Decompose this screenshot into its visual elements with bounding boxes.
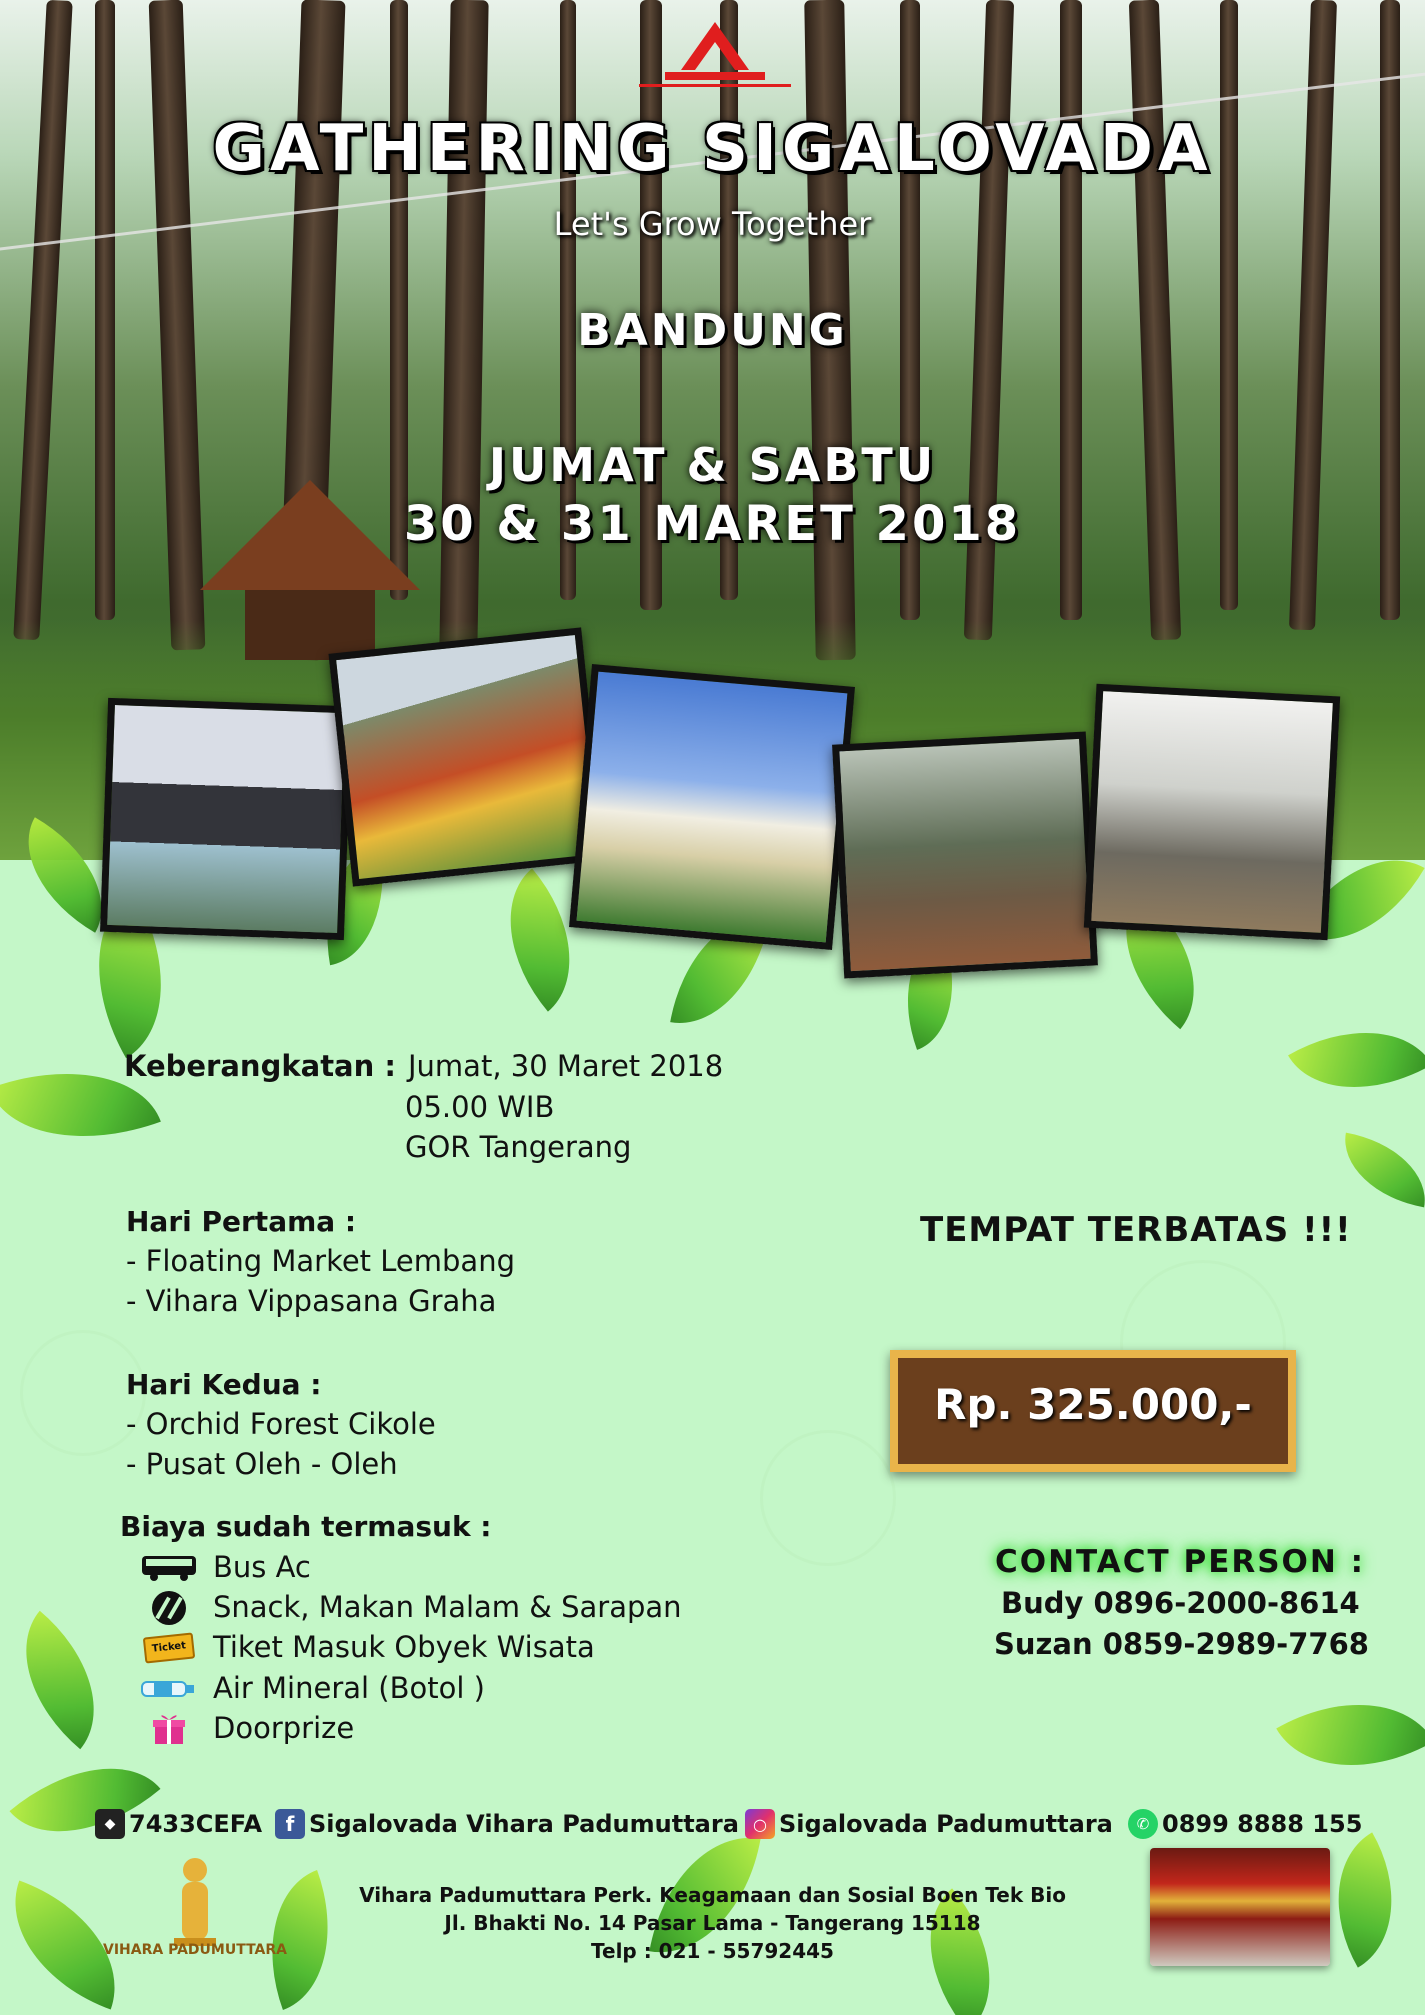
day2-item: - Orchid Forest Cikole [126,1407,436,1441]
include-label: Tiket Masuk Obyek Wisata [213,1630,595,1664]
vihara-logo-text: VIHARA PADUMUTTARA [103,1942,287,1958]
day1-item: - Floating Market Lembang [126,1244,515,1278]
departure-location: GOR Tangerang [405,1130,632,1164]
temple-photo [1150,1848,1330,1966]
bbm-pin: 7433CEFA [129,1810,263,1838]
social-facebook [275,1806,739,1842]
day2-item: - Pusat Oleh - Oleh [126,1447,398,1481]
facebook-name: Sigalovada Vihara Padumuttara [309,1810,739,1838]
fork-knife-icon [140,1590,198,1626]
include-label: Snack, Makan Malam & Sarapan [213,1590,682,1624]
include-label: Air Mineral (Botol ) [213,1671,485,1705]
event-tagline: Let's Grow Together [553,205,872,243]
social-media-row [95,1806,1363,1842]
whatsapp-number: 0899 8888 155 [1162,1810,1363,1838]
day1-heading: Hari Pertama : [126,1205,357,1238]
price-board [890,1350,1296,1472]
event-city: BANDUNG [577,305,848,356]
gazebo-base [245,590,375,660]
photo-vihara-pagoda [569,664,855,950]
event-title: GATHERING SIGALOVADA [212,112,1213,186]
contact-title: CONTACT PERSON : [995,1544,1366,1580]
facebook-icon: f [275,1809,305,1839]
photo-rope-bridge [1084,684,1340,940]
include-label: Bus Ac [213,1550,311,1584]
event-days: JUMAT & SABTU [488,438,937,492]
event-dates: 30 & 31 MARET 2018 [403,496,1022,552]
instagram-name: Sigalovada Padumuttara [779,1810,1113,1838]
phone-line: Telp : 021 - 55792445 [591,1939,834,1963]
address-line: Jl. Bhakti No. 14 Pasar Lama - Tangerang 15118 [444,1911,981,1935]
photo-floating-market [100,698,352,940]
includes-heading: Biaya sudah termasuk : [120,1510,492,1543]
photo-flower-garden [328,627,605,886]
bus-icon [140,1550,198,1586]
leaf-decoration [1288,995,1425,1124]
departure-time: 05.00 WIB [405,1090,555,1124]
departure-date: Jumat, 30 Maret 2018 [408,1049,724,1083]
sigalovada-logo-icon [625,18,805,98]
contact-person: Budy 0896-2000-8614 [1001,1586,1360,1620]
leaf-decoration [1276,1664,1425,1807]
leaf-decoration [0,1611,132,1749]
instagram-icon: ○ [745,1809,775,1839]
social-whatsapp [1128,1806,1362,1842]
whatsapp-icon: ✆ [1128,1809,1158,1839]
day2-heading: Hari Kedua : [126,1368,322,1401]
include-label: Doorprize [213,1711,355,1745]
photo-forest-benches [832,732,1098,979]
leaf-decoration [1335,1133,1425,1208]
social-instagram [745,1806,1113,1842]
limited-seats-notice: TEMPAT TERBATAS !!! [920,1210,1352,1250]
ticket-icon: Ticket [140,1630,198,1666]
address-line: Vihara Padumuttara Perk. Keagamaan dan Sosial Boen Tek Bio [359,1883,1066,1907]
gift-icon [140,1711,198,1747]
day1-item: - Vihara Vippasana Graha [126,1284,497,1318]
social-bbm [95,1806,262,1842]
ticket-price: Rp. 325.000,- [934,1380,1252,1429]
contact-person: Suzan 0859-2989-7768 [994,1627,1369,1661]
water-bottle-icon [140,1671,198,1707]
bbm-icon: ◆ [95,1809,125,1839]
departure-label: Keberangkatan : [124,1049,396,1083]
swirl-decoration [760,1430,896,1566]
